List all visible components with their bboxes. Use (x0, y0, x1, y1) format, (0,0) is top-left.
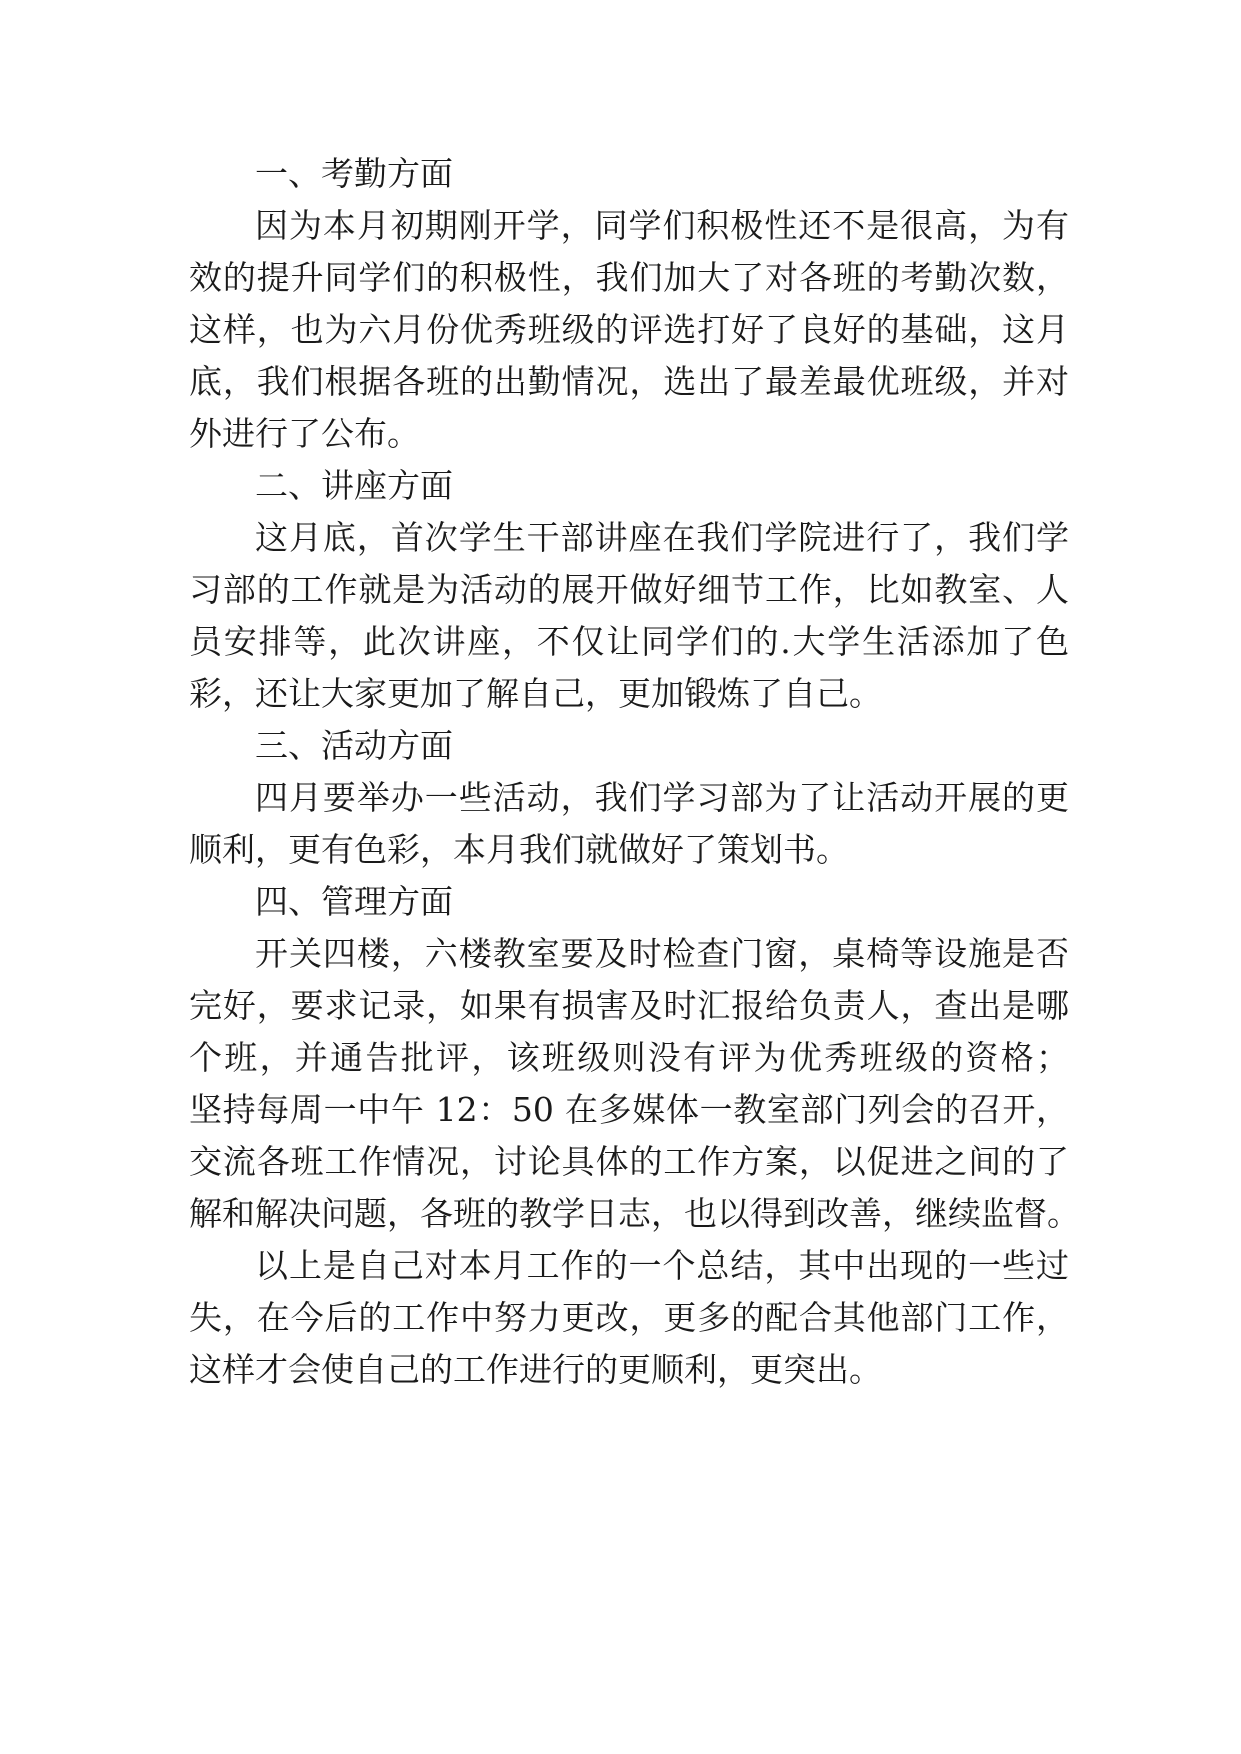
paragraph-line: 完好，要求记录，如果有损害及时汇报给负责人，查出是哪 (189, 986, 1069, 1025)
section-heading-attendance: 一、考勤方面 (255, 154, 453, 193)
paragraph-line: 以上是自己对本月工作的一个总结，其中出现的一些过 (255, 1246, 1069, 1285)
paragraph-line: 个班，并通告批评，该班级则没有评为优秀班级的资格； (189, 1038, 1069, 1077)
paragraph-line: 坚持每周一中午 12：50 在多媒体一教室部门列会的召开， (189, 1090, 1069, 1129)
paragraph-line: 顺利，更有色彩，本月我们就做好了策划书。 (189, 830, 849, 869)
paragraph-line: 失，在今后的工作中努力更改，更多的配合其他部门工作， (189, 1298, 1069, 1337)
paragraph-line: 效的提升同学们的积极性，我们加大了对各班的考勤次数， (189, 258, 1069, 297)
paragraph-line: 这月底，首次学生干部讲座在我们学院进行了，我们学 (255, 518, 1069, 557)
section-heading-lecture: 二、讲座方面 (255, 466, 453, 505)
paragraph-line: 这样，也为六月份优秀班级的评选打好了良好的基础，这月 (189, 310, 1069, 349)
paragraph-line: 员安排等，此次讲座，不仅让同学们的.大学生活添加了色 (189, 622, 1069, 661)
paragraph-line: 交流各班工作情况，讨论具体的工作方案，以促进之间的了 (189, 1142, 1069, 1181)
paragraph-line: 习部的工作就是为活动的展开做好细节工作，比如教室、人 (189, 570, 1069, 609)
paragraph-line: 彩，还让大家更加了解自己，更加锻炼了自己。 (189, 674, 882, 713)
paragraph-line: 底，我们根据各班的出勤情况，选出了最差最优班级，并对 (189, 362, 1069, 401)
paragraph-line: 因为本月初期刚开学，同学们积极性还不是很高，为有 (255, 206, 1069, 245)
paragraph-line: 解和解决问题，各班的教学日志，也以得到改善，继续监督。 (189, 1194, 1080, 1233)
paragraph-line: 开关四楼，六楼教室要及时检查门窗，桌椅等设施是否 (255, 934, 1069, 973)
paragraph-line: 这样才会使自己的工作进行的更顺利，更突出。 (189, 1350, 882, 1389)
paragraph-line: 外进行了公布。 (189, 414, 420, 453)
section-heading-management: 四、管理方面 (255, 882, 453, 921)
paragraph-line: 四月要举办一些活动，我们学习部为了让活动开展的更 (255, 778, 1069, 817)
section-heading-activities: 三、活动方面 (255, 726, 453, 765)
